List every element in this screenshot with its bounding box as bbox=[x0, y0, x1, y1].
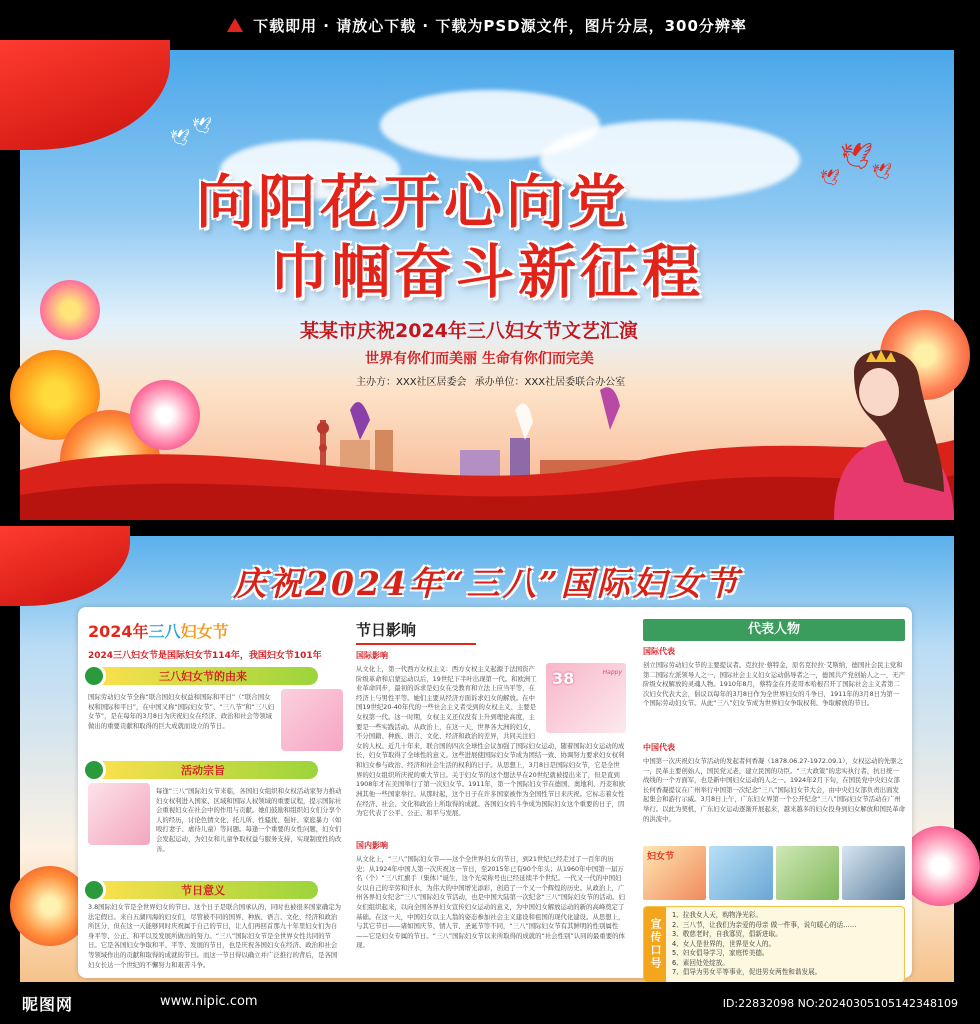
happy-38-image: 38 Happy bbox=[546, 663, 626, 733]
bullet-circle-icon bbox=[82, 758, 106, 782]
column-representatives bbox=[643, 607, 905, 978]
poster-subtitle: 某某市庆祝2024年三八妇女节文艺汇演 bbox=[300, 320, 638, 342]
watermark-footer bbox=[0, 982, 974, 1024]
slogan-list bbox=[666, 907, 862, 982]
domestic-impact-title: 国内影响 bbox=[356, 841, 388, 850]
origin-row bbox=[88, 689, 343, 755]
site-logo: 昵图网 bbox=[22, 994, 74, 1014]
slogan-item: 6、素回处处绽放。 bbox=[672, 958, 729, 967]
women-photo bbox=[776, 846, 839, 900]
intl-rep-title: 国际代表 bbox=[643, 647, 675, 656]
impact-heading: 节日影响 bbox=[356, 619, 476, 645]
flower-decoration bbox=[900, 826, 980, 906]
poster-banner bbox=[20, 50, 954, 520]
cn-rep-title: 中国代表 bbox=[643, 743, 675, 752]
slogan-item: 7、倡导为男女平等事业，促进男女两性和谐发展。 bbox=[672, 968, 822, 977]
poster-slogan: 世界有你们而美丽 生命有你们而完美 bbox=[365, 351, 594, 367]
women-illustration-image bbox=[281, 689, 343, 751]
red-bird-icon: 🕊 bbox=[840, 142, 874, 172]
column1-lead: 2024三八妇女节是国际妇女节114年，我国妇女节101年 bbox=[88, 651, 322, 661]
intl-impact-title: 国际影响 bbox=[356, 651, 388, 660]
warning-triangle-icon bbox=[227, 18, 243, 32]
section-bar-purpose bbox=[88, 761, 318, 779]
image-id: ID:22832098 NO:20240305105142348109 bbox=[722, 996, 958, 1010]
women-group-image bbox=[88, 783, 150, 845]
festival-photo bbox=[643, 846, 706, 900]
heading-year: 2024年 bbox=[88, 622, 149, 641]
red-flag-decoration bbox=[0, 40, 170, 150]
purpose-text: 每逢“三八”国际妇女节来临，各国妇女组织和女权活动家努力推动妇女权利进入国家、区域和国际人权领域的重要议程，提示国际社会重视妇女在社会中的作用与贡献。她们鼓励和组织妇女们分享个人的经历，讨论色情文化、托儿所、性骚扰、强奸、家庭暴力（如殴打妻子、虐待儿童）等问题。每逢一个重要的女性问题，妇女们会发起运动，为妇女和儿童争取权益与服务支持，实现制度性的改善。 bbox=[156, 787, 342, 853]
section-bar-origin bbox=[88, 667, 318, 685]
photo-strip bbox=[643, 846, 905, 900]
heading-sanba: 三八 bbox=[148, 622, 181, 641]
dove-icon: 🕊 bbox=[170, 128, 191, 147]
poster-title-line2: 巾帼奋斗新征程 bbox=[270, 238, 705, 306]
dove-icon: 🕊 bbox=[192, 116, 213, 135]
organizer-text: 承办单位：XXX社居委联合办公室 bbox=[474, 377, 626, 388]
red-bird-icon: 🕊 bbox=[872, 162, 893, 181]
section-title: 三八妇女节的由来 bbox=[159, 670, 247, 683]
slogan-tag: 宣传口号 bbox=[644, 907, 666, 982]
section-bar-meaning bbox=[88, 881, 318, 899]
board-title: 庆祝2024年“三八”国际妇女节 bbox=[233, 564, 741, 603]
origin-text: 国际劳动妇女节全称“联合国妇女权益和国际和平日”（“联合国女权和国际和平日”，在中国又称“国际妇女节”、“三八节”和“三八妇女节”，是在每年的3月8日为庆祝妇女在经济、政治和社会等领域做出的重要贡献和取得的巨大成就而设立的节日。 bbox=[88, 693, 275, 730]
poster-title-line1: 向阳花开心向党 bbox=[196, 168, 631, 236]
intl-rep-text: 创立国际劳动妇女节的主要提议者。克拉拉·蔡特金，原名克拉拉·艾斯纳，德国社会民主党和第二国际左派领导人之一，国际社会主义妇女运动倡导者之一，德国共产党创始人之一，无产阶级女权解放的灵魂人物。1910年8月，蔡特金在丹麦哥本哈根召开了国际社会主义者第二次妇女代表大会，倡议以每年的3月8日作为全世界妇女的斗争日，1911年的3月8日为第一个国际劳动妇女节。从此“三八”妇女节成为世界妇女争取权利、争取解放的节日。 bbox=[643, 661, 906, 708]
intl-impact-text: 从文化上，第一代西方女权主义：西方女权主义起源于法国资产阶级革命和启蒙运动以后，19世纪下半叶出现第一代。和欧洲工业革命同步，最初的诉求是妇女在受教育和立法上应当平等，在经济上与男性平等。她们主要从经济方面诉求妇女的解放。在中国19世纪20-40年代的一些社会主义者受到的女权主义、主要是女权第一代。这一时期，女权主义还仅没有上升到理论高度，主要是一些实践活动。从政治上，在这一天，世界各大洲的妇女，不分国籍、种族、语言、文化、经济和政治的差异，共同关注妇女的人权。近几十年来，联合国的四次全球性会议加强了国际妇女运动，随着国际妇女运动的成长，妇女节取得了全球性的意义。这些进展使国际妇女节成为团结一致、协调努力要求妇女权利和妇女参与政治、经济和社会生活的权利的日子。从思想上，3月8日是国际妇女节，它是全世界的妇女组织所庆祝的重大节日。关于妇女节的这个想法早在20世纪就被提出来了，但是直到1908年才在美国举行了第一次妇女节。1911年，第一个国际妇女节在德国、奥地利、丹麦和欧洲其他一些国家举行。从那时起，这个日子在许多国家被作为全国性节日来庆祝。它标志着女性在经济、社会、文化和政治上所取得的成就。各国妇女的斗争成为国际妇女这个重要的日子，因为它代表了公平、公正、和平与发展。 bbox=[356, 665, 625, 818]
column-festival-impact bbox=[356, 607, 626, 978]
purpose-row bbox=[88, 783, 343, 875]
column1-heading bbox=[88, 619, 343, 642]
slogan-item: 1、拉我女人天，购物净光彩。 bbox=[672, 911, 762, 919]
representatives-heading: 代表人物 bbox=[643, 619, 905, 641]
section-title: 活动宗旨 bbox=[181, 764, 225, 777]
flower-decoration bbox=[40, 280, 100, 340]
slogan-item: 5、妇女倡导学习，家庭传美德。 bbox=[672, 949, 769, 958]
info-board-panel bbox=[20, 536, 954, 982]
red-bird-icon: 🕊 bbox=[820, 168, 841, 187]
column-festival-origin bbox=[88, 607, 343, 978]
woman-with-crown-illustration bbox=[794, 332, 954, 520]
photo-label: 妇女节 bbox=[647, 852, 675, 862]
slogan-item: 4、女人是世界的，世界是女人的。 bbox=[672, 939, 776, 948]
section-title: 节日意义 bbox=[181, 884, 225, 897]
domestic-impact-text: 从文化上，“三八”国际妇女节——这个全世界妇女的节日，到21世纪已经走过了一百年的历史；从1924年中国人第一次庆祝这一节日，至2015年已有90个年头；从1960年中国第一届万名（个）“三八红旗手（集体）”诞生，这个光荣称号也已经延续半个世纪。一代又一代的中国妇女以自己的辛劳和汗水，为伟大的中国增光添彩，创造了一个又一个辉煌的历史。从政治上，广州各界妇女纪念“三八”国际妇女节活动，也是中国大陆第一次纪念“三八”国际妇女节的活动。妇女们组织起来，以向全国各界妇女宣传妇女运动的意义，为中国妇女解放运动的新的高峰奠定了基础。在这一天，中国妇女以主人翁的姿态参加社会主义建设和祖国的现代化建设。从思想上，与其它节日——诸如国庆节、情人节、圣诞节等不同，“三八”国际妇女节有其鲜明的性别属性——它是妇女专属的节日。“三八”国际妇女节以来所取得的成就的“社会性别”认同的最重要的体现。 bbox=[356, 855, 625, 950]
slogan-box bbox=[643, 906, 905, 983]
bullet-circle-icon bbox=[82, 878, 106, 902]
cn-rep-text: 中国第一次庆祝妇女节活动的发起者何香凝（1878.06.27-1972.09.1），女权运动的先驱之一，民革主要创始人，国民党元老，建立民国的功臣。“三大政策”的忠实执行者，抗日统一战线的一个方面军，也是新中国妇女运动的人之一。1924年2月下旬，在国民党中央妇女部长何香凝提议在广州举行中国第一次纪念“三八”国际妇女节大会，由中央妇女部负责出面发起集会和游行示威。3月8日上午，广东妇女界第一个公开纪念“三八”国际妇女节活动在广州举行。以此为契机，广东妇女运动逐渐开展起来，越来越多的妇女投身到妇女解放和国民革命的洪流中。 bbox=[643, 757, 906, 823]
meaning-text: 3.8国际妇女节是全世界妇女的节日。这个日子是联合国承认的，同时也被很多国家确定为法定假日。来自五湖四海的妇女们，尽管被不同的国界、种族、语言、文化、经济和政治所区分，但在这一天能够同时庆祝属于自己的节日，让人们再回首那九十年里妇女们为自身平等、公正、和平以及发展所做出的努力。“三八”国际妇女节是全世界女性共同的节日。它是各国妇女争取和平、平等、发展的节日，也是庆祝各国妇女在经济、政治和社会等领域作出的贡献和取得的成就的节日。而这一节日得以确立并广泛推行的背后，是各国妇女长达一个世纪的不懈努力和艰苦斗争。 bbox=[88, 903, 342, 969]
bullet-circle-icon bbox=[82, 664, 106, 688]
women-photo bbox=[709, 846, 772, 900]
slogan-item: 3、敬慈老时，自我寡贸，倡新进取。 bbox=[672, 930, 782, 939]
women-photo bbox=[842, 846, 905, 900]
site-url: www.nipic.com bbox=[160, 994, 258, 1009]
slogan-item: 2、三八节，让我们为亲爱的母亲 做一件事，说句暖心的话…… bbox=[672, 920, 857, 929]
top-banner-text: 下载即用 · 请放心下载 · 下载为PSD源文件，图片分层，300分辨率 bbox=[253, 16, 747, 35]
host-text: 主办方：XXX社区居委会 bbox=[356, 377, 467, 388]
content-board bbox=[78, 607, 912, 978]
heading-festival: 妇女节 bbox=[180, 622, 229, 641]
